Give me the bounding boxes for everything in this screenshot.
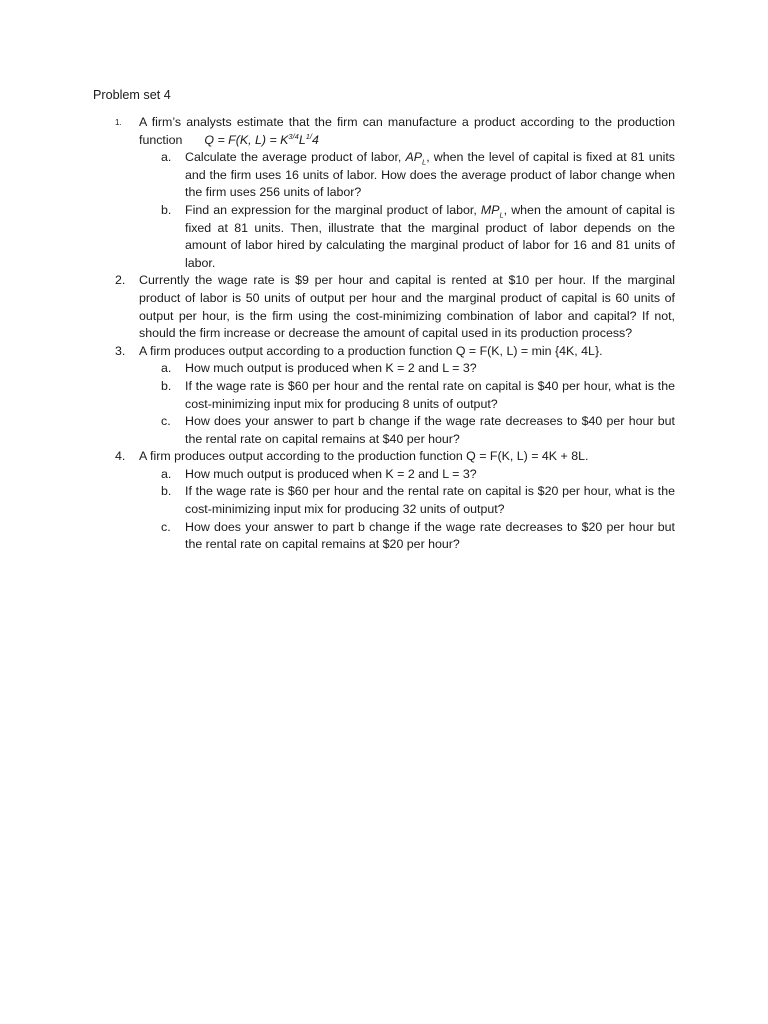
formula-suffix: 4 (312, 132, 319, 147)
subquestion-text-part: , when the level of capital is fixed at 81 units and the firm uses 16 units of labor. How does the average product of labor change when the firm uses 256 units of labor? (185, 150, 675, 200)
subquestion-text (185, 202, 675, 272)
subquestion-text (185, 149, 675, 202)
subquestion-label: c. (161, 519, 171, 534)
subquestion-1a (161, 149, 675, 202)
problem-number: 4. (115, 449, 126, 464)
problem-number: 3. (115, 343, 126, 358)
subquestion-text: How much output is produced when K = 2 and L = 3? (185, 361, 477, 376)
problem-statement: A firm’s analysts estimate that the firm can manufacture a product according to the production function (139, 115, 675, 147)
subquestion-label: c. (161, 414, 171, 429)
symbol-main: AP (405, 150, 423, 165)
subquestion-4c (161, 519, 675, 554)
subquestion-label: b. (161, 378, 172, 393)
subquestion-4a (161, 466, 675, 484)
problem-2 (115, 272, 675, 342)
problem-4 (115, 448, 675, 554)
symbol-main: MP (480, 202, 500, 217)
subquestion-label: b. (161, 202, 172, 217)
problem-text (139, 114, 675, 149)
subquestion-1b (161, 202, 675, 272)
subquestion-label: a. (161, 361, 172, 376)
subquestion-text: How does your answer to part b change if the wage rate decreases to $20 per hour but the rental rate on capital remains at $20 per hour? (185, 519, 675, 552)
subquestion-list (139, 149, 675, 272)
symbol-subscript: L (499, 210, 504, 220)
problem-3 (115, 343, 675, 449)
subquestion-4b (161, 483, 675, 518)
formula-exponent-l: 1/ (305, 131, 313, 141)
subquestion-3a (161, 360, 675, 378)
formula-mid: L (298, 132, 306, 147)
document-title: Problem set 4 (93, 88, 171, 102)
problem-number: 2. (115, 273, 126, 288)
subquestion-text-part: Calculate the average product of labor, (185, 150, 406, 165)
problem-text: A firm produces output according to a production function Q = F(K, L) = min {4K, 4L}. (139, 343, 603, 358)
subquestion-text: How does your answer to part b change if the wage rate decreases to $40 per hour but the rental rate on capital remains at $40 per hour? (185, 414, 675, 446)
subquestion-list (139, 360, 675, 448)
formula-prefix: Q = F(K, L) = K (204, 132, 289, 147)
subquestion-text: How much output is produced when K = 2 and L = 3? (185, 466, 477, 481)
subquestion-3b (161, 378, 675, 413)
subquestion-label: a. (161, 466, 172, 481)
subquestion-text-part: , when the amount of capital is fixed at 81 units. Then, illustrate that the marginal product of labor depends on the amount of labor hired by calculating the marginal product of labor for 16 and 81 units of labor. (185, 202, 675, 270)
problem-list (115, 114, 675, 554)
symbol-apl (405, 150, 427, 167)
production-function-formula (204, 133, 319, 147)
subquestion-text-part: Find an expression for the marginal product of labor, (185, 202, 481, 217)
problem-number: 1. (115, 118, 122, 127)
symbol-subscript: L (422, 157, 427, 167)
subquestion-3c (161, 413, 675, 448)
subquestion-list (139, 466, 675, 554)
subquestion-label: a. (161, 150, 172, 165)
subquestion-text: If the wage rate is $60 per hour and the rental rate on capital is $20 per hour, what is the cost-minimizing input mix for producing 32 units of output? (185, 484, 675, 517)
problem-1 (115, 114, 675, 272)
subquestion-text: If the wage rate is $60 per hour and the rental rate on capital is $40 per hour, what is the cost-minimizing input mix for producing 8 units of output? (185, 378, 675, 411)
symbol-mpl (480, 202, 504, 220)
problem-text: A firm produces output according to the production function Q = F(K, L) = 4K + 8L. (139, 449, 589, 464)
formula-exponent-k: 3/4 (288, 131, 299, 141)
subquestion-label: b. (161, 484, 172, 499)
problem-text: Currently the wage rate is $9 per hour and capital is rented at $10 per hour. If the marginal product of labor is 50 units of output per hour and the marginal product of capital is 60 units of output per hour, is the firm using the cost-minimizing combination of labor and capital? If not, should the firm increase or decrease the amount of capital used in its production process? (139, 273, 675, 341)
